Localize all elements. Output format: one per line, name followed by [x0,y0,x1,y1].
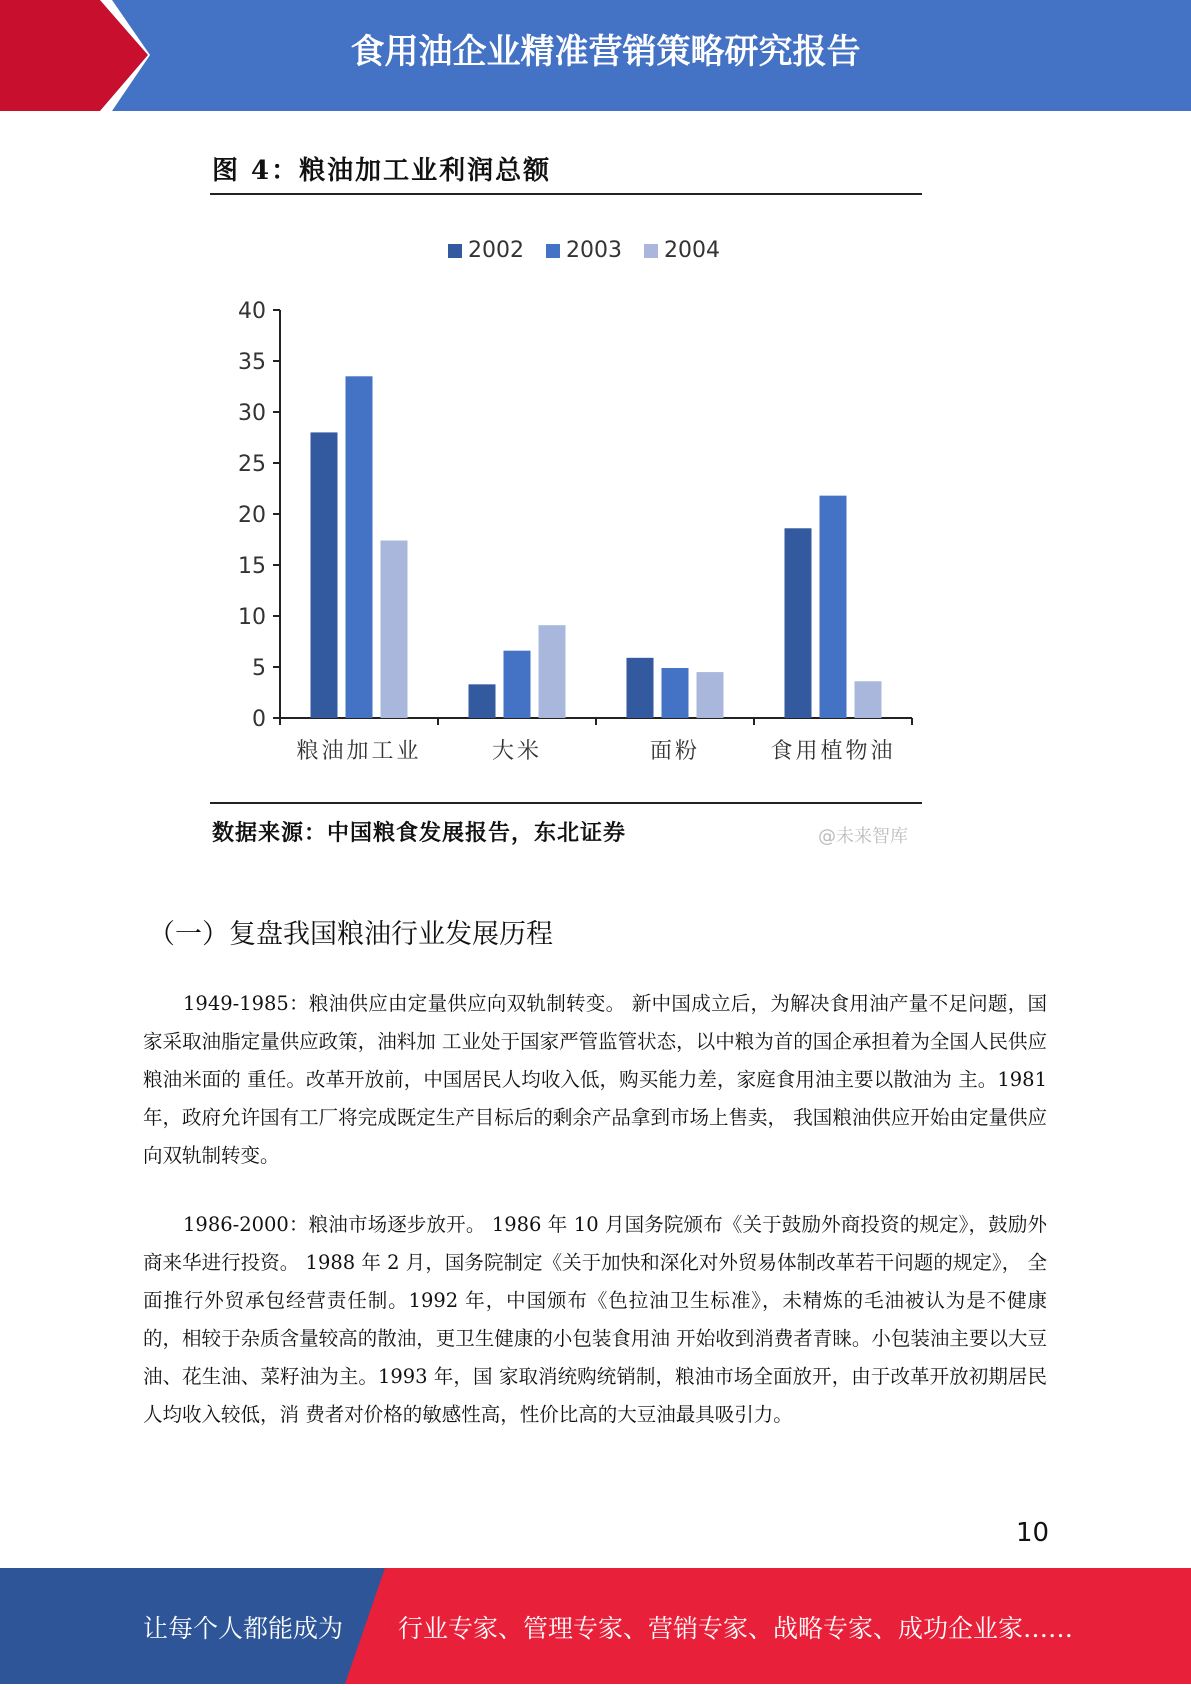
paragraph-1949-1985: 1949-1985：粮油供应由定量供应向双轨制转变。 新中国成立后，为解决食用油产量不足问题，国家采取油脂定量供应政策，油料加 工业处于国家严管监管状态，以中粮为首的国企承担着为全国人民供应粮油米面的 重任。改革开放前，中国居民人均收入低，购买能力差，家庭食用油主要以散油为 主。1981 年，政府允许国有工厂将完成既定生产目标后的剩余产品拿到市场上售卖， 我国粮油供应开始由定量供应向双轨制转变。 [143,992,1047,1167]
figure-title: 图 4：粮油加工业利润总额 [212,156,552,186]
y-tick-label: 15 [238,554,266,579]
legend-swatch [644,244,658,258]
bar-2002-2 [469,684,496,718]
y-tick-label: 0 [252,707,266,732]
section-title: （一）复盘我国粮油行业发展历程 [148,919,553,950]
y-tick-label: 35 [238,350,266,375]
legend-swatch [546,244,560,258]
bar-2002-1 [311,432,338,718]
bar-2003-3 [662,668,689,718]
y-tick-label: 25 [238,452,266,477]
page-number: 10 [1016,1518,1050,1548]
bar-2004-4 [855,681,882,718]
bar-2004-2 [539,625,566,718]
bar-2002-4 [785,528,812,718]
page-header [0,0,1191,111]
bar-2004-3 [697,672,724,718]
legend-item-2004 [644,238,720,263]
watermark: @未来智库 [818,826,908,847]
y-tick-label: 20 [238,503,266,528]
page-footer [0,1568,1191,1684]
header-title: 食用油企业精准营销策略研究报告 [350,32,861,72]
figure-top-rule [210,193,922,195]
chart-legend [448,238,720,263]
y-tick-label: 5 [252,656,266,681]
footer-slogan-left: 让每个人都能成为 [143,1614,344,1643]
legend-label: 2004 [664,238,720,263]
legend-swatch [448,244,462,258]
x-tick-label: 大米 [491,739,543,764]
legend-item-2002 [448,238,524,263]
footer-slogan-right: 行业专家、管理专家、营销专家、战略专家、成功企业家…… [398,1614,1074,1643]
y-tick-label: 40 [238,299,266,324]
bar-2003-1 [346,376,373,718]
figure-source: 数据来源：中国粮食发展报告，东北证券 [212,820,627,846]
bar-2003-2 [504,651,531,718]
legend-item-2003 [546,238,622,263]
y-tick-label: 10 [238,605,266,630]
legend-label: 2003 [566,238,622,263]
bar-chart [210,290,930,780]
bar-2004-1 [381,541,408,718]
figure-bottom-rule [210,802,922,804]
legend-label: 2002 [468,238,524,263]
bar-2002-3 [627,658,654,718]
x-tick-label: 粮油加工业 [296,739,422,764]
bar-2003-4 [820,496,847,718]
y-tick-label: 30 [238,401,266,426]
paragraph-1986-2000: 1986-2000：粮油市场逐步放开。 1986 年 10 月国务院颁布《关于鼓励外商投资的规定》，鼓励外商来华进行投资。 1988 年 2 月，国务院制定《关于加快和深化对外贸易体制改革若干问题的规定》， 全面推行外贸承包经营责任制。1992 年，中国颁布《色拉油卫生标准》，未精炼的毛油被认为是不健康的，相较于杂质含量较高的散油，更卫生健康的小包装食用油 开始收到消费者青睐。小包装油主要以大豆油、花生油、菜籽油为主。1993 年，国 家取消统购统销制，粮油市场全面放开，由于改革开放初期居民人均收入较低，消 费者对价格的敏感性高，性价比高的大豆油最具吸引力。 [143,1213,1047,1426]
x-tick-label: 食用植物油 [770,739,896,764]
x-tick-label: 面粉 [649,739,701,764]
